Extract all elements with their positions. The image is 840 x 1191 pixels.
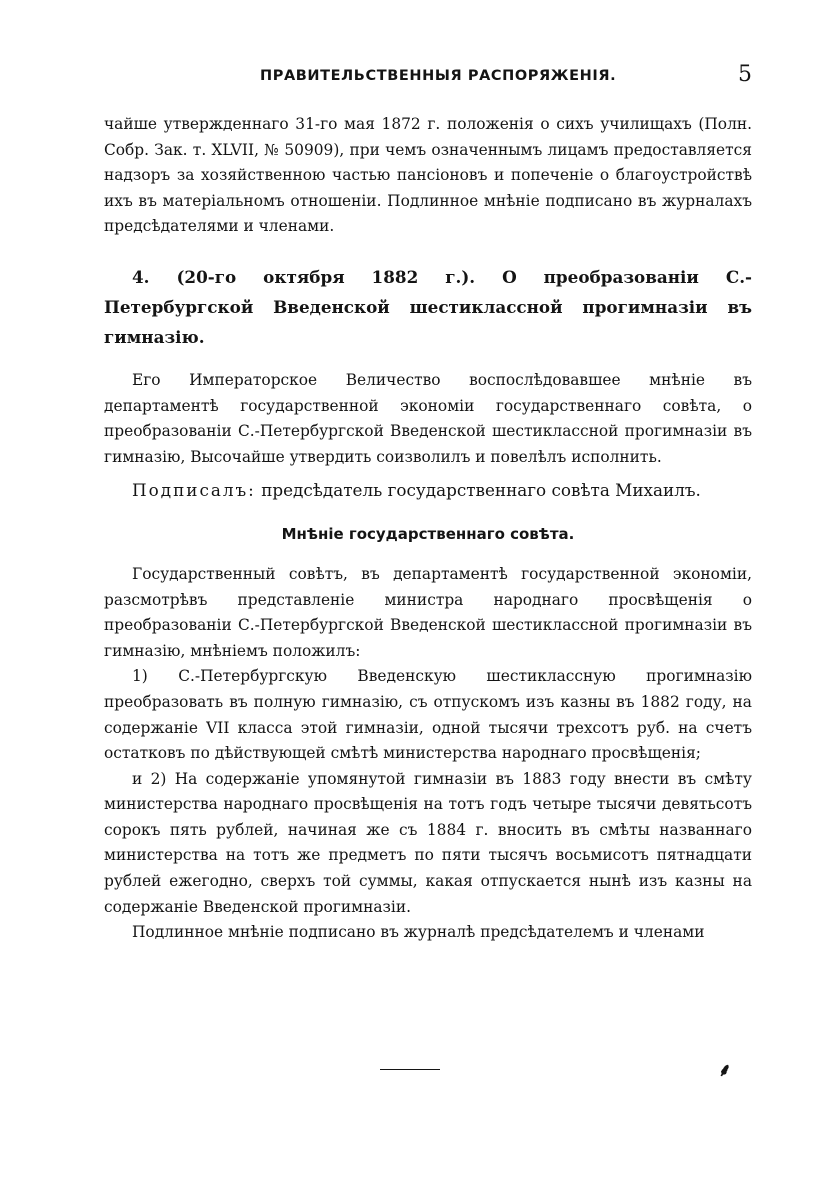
printer-ornament: ⸙ <box>718 1060 732 1081</box>
continuation-paragraph: чайше утвержденнаго 31-го мая 1872 г. положенія о сихъ училищахъ (Полн. Собр. Зак. т. XLVII, № 50909), при чемъ означеннымъ лицамъ предоставляется надзоръ за хозяйственною частью пансіоновъ и попеченіе о благоустройствѣ ихъ въ матеріальномъ отношеніи. Подлинное мнѣніе подписано въ журналахъ предсѣдателями и членами. <box>104 115 752 236</box>
signed-label: Подписалъ: <box>132 480 256 501</box>
signature-line <box>104 476 752 504</box>
signed-text: предсѣдатель государственнаго совѣта Михаилъ. <box>261 480 701 501</box>
page-body <box>104 112 752 946</box>
opinion-intro-paragraph: Государственный совѣтъ, въ департаментѣ государственной экономіи, разсмотрѣвъ представленіе министра народнаго просвѣщенія о преобразованіи С.-Петербургской Введенской шестиклассной прогимназіи въ гимназію, мнѣніемъ положилъ: <box>104 564 752 660</box>
end-rule <box>380 1069 440 1070</box>
running-title: ПРАВИТЕЛЬСТВЕННЫЯ РАСПОРЯЖЕНІЯ. <box>260 68 617 84</box>
opinion-title: Мнѣніе государственнаго совѣта. <box>281 525 575 544</box>
page-header <box>104 62 752 92</box>
point-2-paragraph: и 2) На содержаніе упомянутой гимназіи въ 1883 году внести въ смѣту министерства народнаго просвѣщенія на тотъ годъ четыре тысячи девятьсотъ сорокъ пять рублей, начиная же съ 1884 г. вносить въ смѣты названнаго министерства на тотъ же предметъ по пяти тысячъ восьмисотъ пятнадцати рублей ежегодно, сверхъ той суммы, какая отпускается нынѣ изъ казны на содержаніе Введенской прогимназіи. <box>104 769 752 916</box>
point-1-paragraph: 1) С.-Петербургскую Введенскую шестиклассную прогимназію преобразовать въ полную гимназію, съ отпускомъ изъ казны въ 1882 году, на содержаніе VII класса этой гимназіи, одной тысячи трехсотъ руб. на счетъ остатковъ по дѣйствующей смѣтѣ министерства народнаго просвѣщенія; <box>104 667 752 763</box>
approval-paragraph: Его Императорское Величество воспослѣдовавшее мнѣніе въ департаментѣ государственной экономіи государственнаго совѣта, о преобразованіи С.-Петербургской Введенской шестиклассной прогимназіи въ гимназію, Высочайше утвердить соизволилъ и повелѣлъ исполнить. <box>104 370 752 466</box>
page-number: 5 <box>738 62 752 87</box>
decree-heading: 4. (20-го октября 1882 г.). О преобразованіи С.-Петербургской Введенской шестиклассной прогимназіи въ гимназію. <box>104 266 752 347</box>
closing-paragraph: Подлинное мнѣніе подписано въ журналѣ предсѣдателемъ и членами <box>132 923 705 942</box>
